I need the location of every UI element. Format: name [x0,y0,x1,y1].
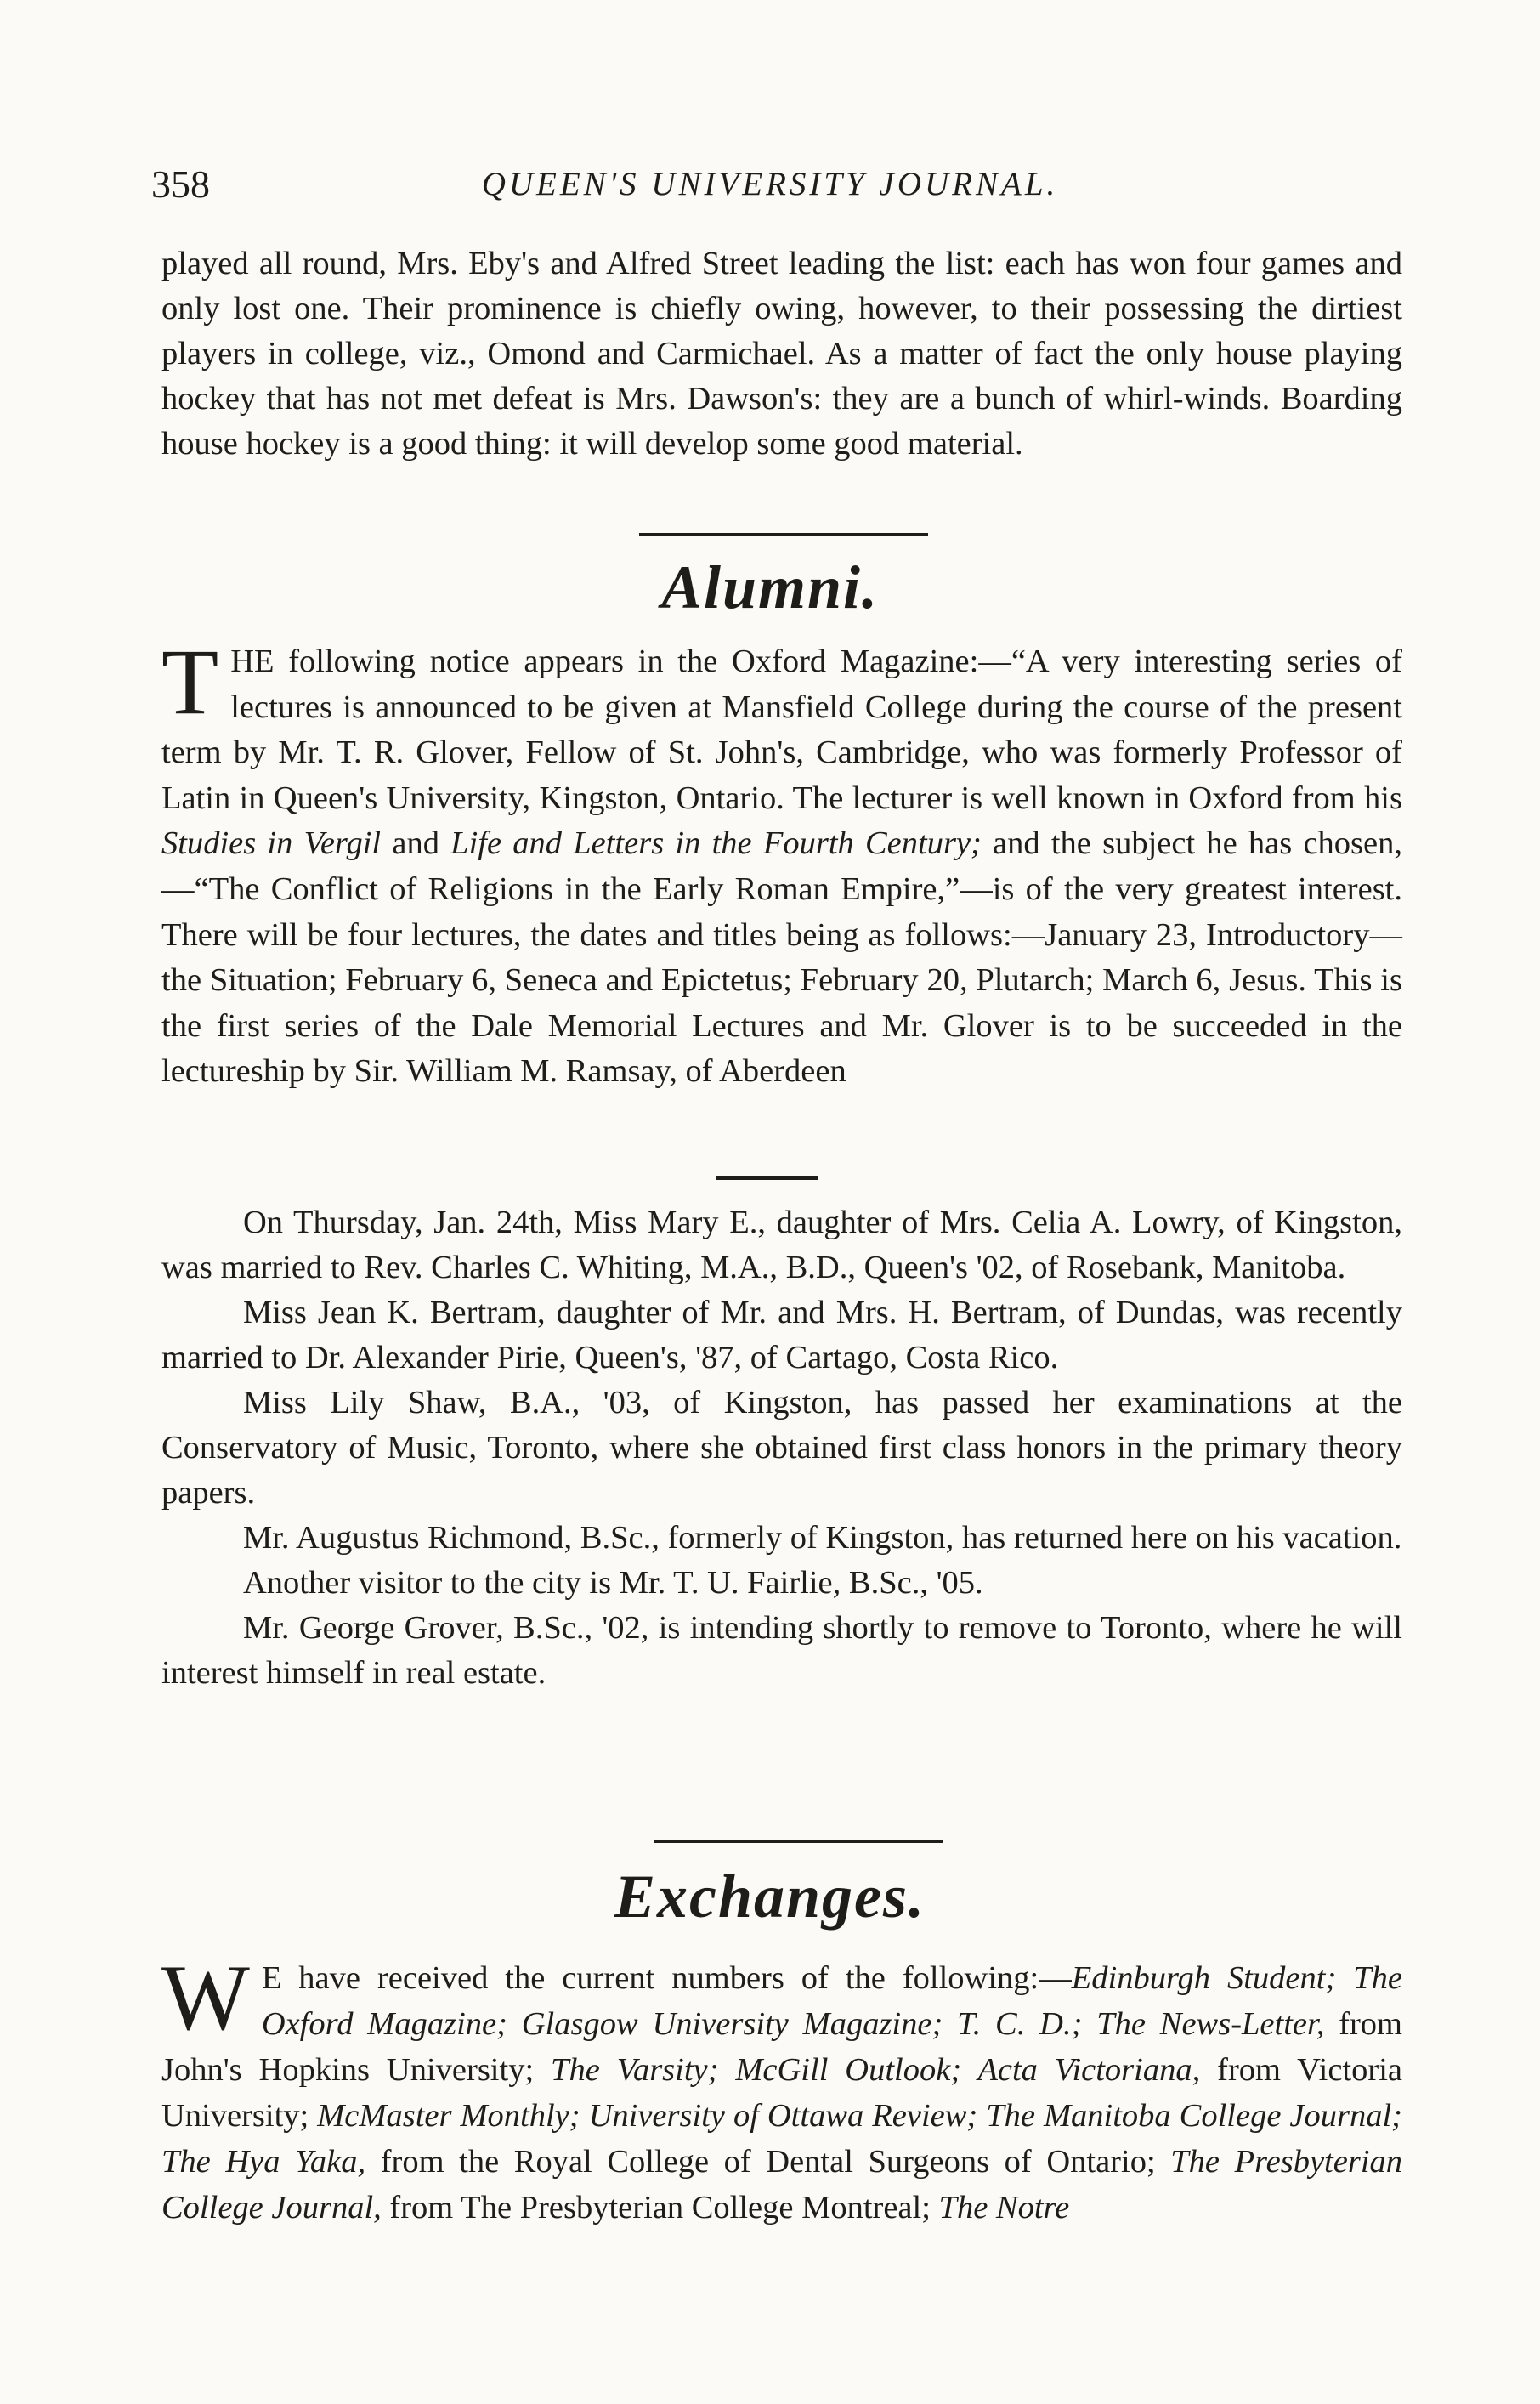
exchanges-italic-1: Edinburgh Student; The Oxford Magazine; Glasgow University Magazine; T. C. D.; The News-Letter, [261,1960,1402,2042]
alumni-item: Miss Lily Shaw, B.A., '03, of Kingston, has passed her examinations at the Conservatory of Music, Toronto, where she obtained first class honors in the primary theory papers. [161,1385,1402,1511]
exchanges-heading: Exchanges. [614,1863,926,1931]
exchanges-italic-4: The Presbyterian College Journal, [161,2144,1403,2225]
exchanges-text-2: from John's Hopkins University; [161,2006,1402,2088]
intro-text: played all round, Mrs. Eby's and Alfred Street leading the list: each has won four games and only lost one. Their prominence is chiefly owing, however, to their possessing the dirtiest players in college, viz., Omond and Carmichael. As a matter of fact the only house playing hockey that has not met defeat is Mrs. Dawson's: they are a bunch of whirl-winds. Boarding house hockey is a good thing: it will develop some good material. [161,246,1402,462]
exchanges-text-3: from Victoria University; [161,2052,1402,2134]
short-divider [716,1176,818,1180]
alumni-text-1: HE following notice appears in the Oxford Magazine:—“A very interesting series of lectures is announced to be given at Mansfield College during the course of the present term by Mr. T. R. Glover, Fellow of St. John's, Cambridge, who was formerly Professor of Latin in Queen's University, Kingston, Ontario. The lecturer is well known in Oxford from his [161,644,1402,816]
alumni-text-2: and [381,825,451,862]
section-divider [654,1840,943,1843]
exchanges-italic-3: McMaster Monthly; University of Ottawa Review; The Manitoba College Journal; The Hya Yaka, [161,2098,1403,2180]
exchanges-italic-2: The Varsity; McGill Outlook; Acta Victoriana, [551,2052,1201,2088]
exchanges-dropcap: W [161,1946,250,2050]
exchanges-italic-5: The Notre [938,2190,1070,2225]
alumni-text-3: and the subject he has chosen,—“The Conflict of Religions in the Early Roman Empire,”—is of the very greatest interest. There will be four lectures, the dates and titles being as follows:—January 23, Introductory—the Situation; February 6, Seneca and Epictetus; February 20, Plutarch; March 6, Jesus. This is the first series of the Dale Memorial Lectures and Mr. Glover is to be succeeded in the lectureship by Sir. William M. Ramsay, of Aberdeen [161,825,1403,1090]
intro-paragraph [161,241,1402,467]
alumni-news [161,1200,1402,1696]
alumni-item: On Thursday, Jan. 24th, Miss Mary E., daughter of Mrs. Celia A. Lowry, of Kingston, was married to Rev. Charles C. Whiting, M.A., B.D., Queen's '02, of Rosebank, Manitoba. [161,1205,1402,1285]
alumni-italic-2: Life and Letters in the Fourth Century; [450,825,982,862]
alumni-dropcap: T [161,630,219,734]
alumni-italic-1: Studies in Vergil [161,825,382,862]
page-header [0,162,1540,213]
running-title: QUEEN'S UNIVERSITY JOURNAL. [481,166,1059,202]
page-number: 358 [151,162,210,206]
alumni-heading: Alumni. [660,553,880,621]
alumni-item: Mr. George Grover, B.Sc., '02, is intending shortly to remove to Toronto, where he will interest himself in real estate. [161,1610,1402,1691]
exchanges-text-5: from The Presbyterian College Montreal; [381,2190,939,2225]
alumni-notice [161,630,1403,1095]
alumni-item: Mr. Augustus Richmond, B.Sc., formerly of Kingston, has returned here on his vacation. [243,1520,1402,1556]
alumni-item: Miss Jean K. Bertram, daughter of Mr. and Mrs. H. Bertram, of Dundas, was recently married to Dr. Alexander Pirie, Queen's, '87, of Cartago, Costa Rico. [161,1295,1402,1375]
exchanges-paragraph [161,1946,1403,2231]
section-divider [639,533,928,536]
exchanges-text-4: from the Royal College of Dental Surgeons of Ontario; [365,2144,1171,2180]
alumni-item: Another visitor to the city is Mr. T. U. Fairlie, B.Sc., '05. [243,1565,983,1601]
exchanges-text-1: E have received the current numbers of the following:— [261,1960,1072,1996]
